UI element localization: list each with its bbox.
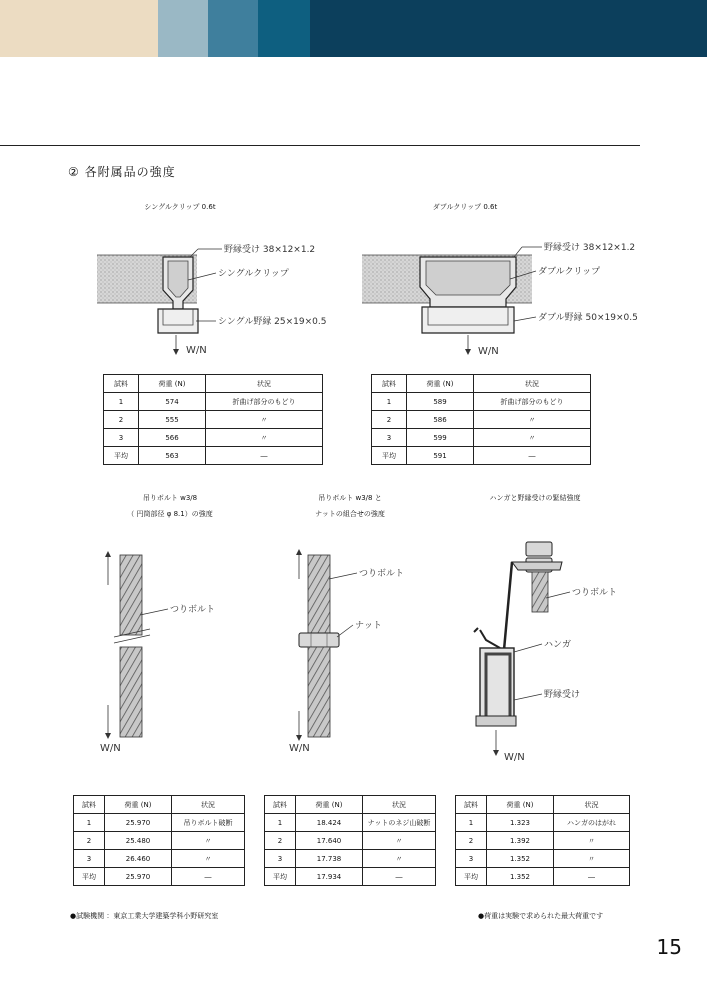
bolt-caption: [90, 490, 250, 522]
cell: 2: [74, 832, 105, 850]
cell: ―: [206, 447, 323, 465]
cell: 3: [456, 850, 487, 868]
table-row: [372, 393, 591, 411]
cell: 566: [139, 429, 206, 447]
table-row: [265, 814, 436, 832]
table-row: [456, 850, 630, 868]
cell: 3: [372, 429, 407, 447]
bolt-diagram: [90, 545, 290, 765]
nut-label-nut: ナット: [355, 621, 382, 631]
cell: 吊りボルト破断: [172, 814, 245, 832]
cell: 平均: [104, 447, 139, 465]
cell: 1.352: [487, 850, 554, 868]
cell: 599: [407, 429, 474, 447]
cell: ―: [363, 868, 436, 886]
hanger-label-bolt: つりボルト: [572, 588, 618, 598]
header-band-2: [158, 0, 208, 57]
cell: 〃: [554, 850, 630, 868]
th-sample: 試料: [74, 796, 105, 814]
header-band-3: [208, 0, 258, 57]
th-sample: 試料: [372, 375, 407, 393]
header-band-4: [258, 0, 310, 57]
cell: 563: [139, 447, 206, 465]
nut-caption-line1: 吊りボルト w3/8 と: [318, 494, 382, 502]
table-row: [456, 814, 630, 832]
cell: 折曲げ部分のもどり: [474, 393, 591, 411]
cell: 3: [104, 429, 139, 447]
cell: 3: [74, 850, 105, 868]
table-row: [265, 868, 436, 886]
cell: 1.352: [487, 868, 554, 886]
cell: 589: [407, 393, 474, 411]
table-row: [456, 868, 630, 886]
single-clip-caption: シングルクリップ 0.6t: [144, 203, 216, 211]
cell: 3: [265, 850, 296, 868]
cell: ―: [172, 868, 245, 886]
bolt-label: つりボルト: [170, 605, 216, 615]
cell: 18.424: [296, 814, 363, 832]
double-label-1: 野縁受け 38×12×1.2: [544, 243, 636, 253]
table-row: [104, 393, 323, 411]
table-row: [372, 429, 591, 447]
double-label-2: ダブルクリップ: [538, 267, 601, 277]
table-row: [74, 868, 245, 886]
th-sample: 試料: [104, 375, 139, 393]
cell: 1: [74, 814, 105, 832]
cell: 17.934: [296, 868, 363, 886]
footnote-left: ●試験機関 ：東京工業大学建築学科小野研究室: [70, 912, 219, 920]
cell: ハンガのはがれ: [554, 814, 630, 832]
nut-table: [264, 795, 436, 886]
th-status: 状況: [554, 796, 630, 814]
cell: 1: [104, 393, 139, 411]
footnote-right: ●荷重は実験で求められた最大荷重です: [478, 912, 604, 920]
table-row: [104, 429, 323, 447]
cell: 平均: [74, 868, 105, 886]
nut-wn: W/N: [289, 743, 310, 754]
cell: 1: [265, 814, 296, 832]
bolt-wn: W/N: [100, 743, 121, 754]
hanger-wn: W/N: [504, 752, 525, 763]
hanger-diagram: [460, 540, 660, 770]
single-clip-diagram: [0, 235, 340, 365]
cell: ―: [554, 868, 630, 886]
cell: 1: [456, 814, 487, 832]
bolt-caption-line2: （ 円筒部径 φ 8.1）の強度: [127, 510, 213, 518]
section-title: ② 各附属品の強度: [68, 165, 176, 179]
single-label-1: 野縁受け 38×12×1.2: [224, 245, 316, 255]
single-label-2: シングルクリップ: [218, 269, 289, 279]
hanger-caption: ハンガと野縁受けの緊結強度: [489, 494, 581, 502]
th-load: 荷重 (N): [407, 375, 474, 393]
th-sample: 試料: [456, 796, 487, 814]
cell: 17.640: [296, 832, 363, 850]
double-label-3: ダブル野縁 50×19×0.5: [538, 313, 638, 323]
cell: 〃: [554, 832, 630, 850]
cell: 1: [372, 393, 407, 411]
nut-caption-line2: ナットの組合せの強度: [315, 510, 385, 518]
table-row: [104, 447, 323, 465]
th-load: 荷重 (N): [487, 796, 554, 814]
cell: 2: [456, 832, 487, 850]
cell: 25.970: [105, 814, 172, 832]
single-clip-table: [103, 374, 323, 465]
cell: ―: [474, 447, 591, 465]
single-wn: W/N: [186, 345, 207, 356]
th-status: 状況: [474, 375, 591, 393]
cell: 17.738: [296, 850, 363, 868]
table-row: [74, 814, 245, 832]
nut-caption: [270, 490, 430, 522]
bolt-caption-line1: 吊りボルト w3/8: [142, 494, 198, 502]
single-label-3: シングル野縁 25×19×0.5: [218, 317, 327, 327]
cell: 1.323: [487, 814, 554, 832]
table-row: [265, 832, 436, 850]
cell: 〃: [474, 429, 591, 447]
cell: 2: [104, 411, 139, 429]
cell: 〃: [206, 429, 323, 447]
th-load: 荷重 (N): [105, 796, 172, 814]
cell: 586: [407, 411, 474, 429]
cell: 〃: [363, 832, 436, 850]
cell: 25.970: [105, 868, 172, 886]
cell: 〃: [172, 850, 245, 868]
cell: 〃: [474, 411, 591, 429]
cell: 555: [139, 411, 206, 429]
table-row: [265, 850, 436, 868]
cell: 591: [407, 447, 474, 465]
double-clip-table: [371, 374, 591, 465]
hanger-label-hanger: ハンガ: [544, 640, 572, 650]
hanger-label-runner: 野縁受け: [544, 690, 581, 700]
table-row: [456, 832, 630, 850]
cell: 2: [265, 832, 296, 850]
th-load: 荷重 (N): [296, 796, 363, 814]
cell: 〃: [363, 850, 436, 868]
cell: 平均: [265, 868, 296, 886]
hanger-table: [455, 795, 630, 886]
header-rule: [0, 145, 640, 146]
cell: 26.460: [105, 850, 172, 868]
nut-diagram: [285, 545, 485, 765]
table-row: [74, 832, 245, 850]
cell: 平均: [372, 447, 407, 465]
th-status: 状況: [206, 375, 323, 393]
bolt-table: [73, 795, 245, 886]
double-wn: W/N: [478, 346, 499, 357]
double-clip-diagram: [360, 235, 707, 365]
nut-label-bolt: つりボルト: [359, 569, 405, 579]
th-sample: 試料: [265, 796, 296, 814]
page-number: 15: [656, 935, 682, 959]
th-status: 状況: [363, 796, 436, 814]
table-row: [372, 447, 591, 465]
cell: ナットのネジ山破断: [363, 814, 436, 832]
table-row: [104, 411, 323, 429]
cell: 25.480: [105, 832, 172, 850]
cell: 1.392: [487, 832, 554, 850]
cell: 折曲げ部分のもどり: [206, 393, 323, 411]
cell: 574: [139, 393, 206, 411]
cell: 〃: [172, 832, 245, 850]
table-row: [74, 850, 245, 868]
th-load: 荷重 (N): [139, 375, 206, 393]
cell: 〃: [206, 411, 323, 429]
header-band-5: [310, 0, 707, 57]
header-band-1: [0, 0, 158, 57]
cell: 平均: [456, 868, 487, 886]
table-row: [372, 411, 591, 429]
cell: 2: [372, 411, 407, 429]
th-status: 状況: [172, 796, 245, 814]
double-clip-caption: ダブルクリップ 0.6t: [432, 203, 498, 211]
